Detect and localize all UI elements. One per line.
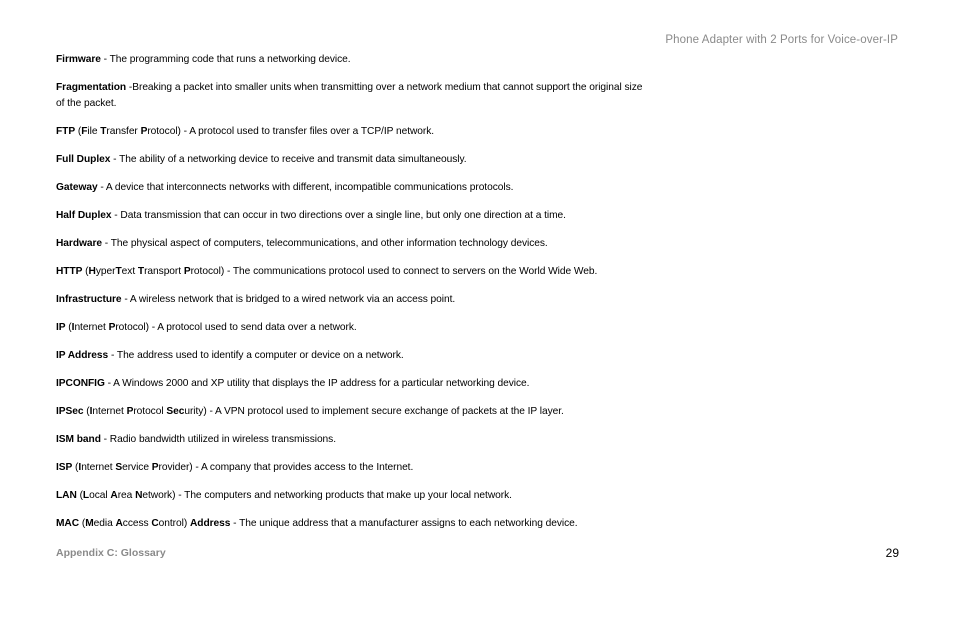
glossary-term-bold: C bbox=[151, 518, 159, 529]
glossary-text: rotocol) - A protocol used to transfer files over a TCP/IP network. bbox=[147, 126, 435, 137]
footer-section-title: Appendix C: Glossary bbox=[56, 547, 166, 559]
glossary-entry bbox=[56, 348, 646, 364]
glossary-text: ( bbox=[82, 266, 89, 277]
glossary-term-bold: Sec bbox=[166, 406, 185, 417]
glossary-text: - A wireless network that is bridged to a wired network via an access point. bbox=[121, 294, 456, 305]
glossary-text: ocal bbox=[89, 490, 111, 501]
glossary-entry bbox=[56, 460, 646, 476]
glossary-term-bold: H bbox=[88, 266, 96, 277]
glossary-text: ext bbox=[121, 266, 138, 277]
glossary-text: ( bbox=[65, 322, 72, 333]
glossary-term-bold: Firmware bbox=[56, 54, 101, 65]
glossary-entry bbox=[56, 292, 646, 308]
glossary-entry bbox=[56, 236, 646, 252]
glossary-term-bold: T bbox=[115, 266, 122, 277]
glossary-text: ( bbox=[83, 406, 90, 417]
glossary-term-bold: MAC bbox=[56, 518, 80, 529]
glossary-term-bold: Fragmentation bbox=[56, 82, 127, 93]
glossary-text: ransfer bbox=[106, 126, 141, 137]
glossary-text: rotocol bbox=[133, 406, 167, 417]
glossary-entry bbox=[56, 488, 646, 504]
glossary-text: rea bbox=[117, 490, 136, 501]
glossary-text: ( bbox=[79, 518, 86, 529]
document-header-title: Phone Adapter with 2 Ports for Voice-over-IP bbox=[665, 34, 898, 46]
glossary-entry bbox=[56, 52, 646, 68]
glossary-term-bold: A bbox=[115, 518, 123, 529]
glossary-term-bold: T bbox=[137, 266, 145, 277]
glossary-text: - The address used to identify a computer or device on a network. bbox=[108, 350, 404, 361]
glossary-term-bold: Gateway bbox=[56, 182, 98, 193]
glossary-entry bbox=[56, 152, 646, 168]
glossary-entry bbox=[56, 432, 646, 448]
glossary-text: urity) - A VPN protocol used to implement secure exchange of packets at the IP layer. bbox=[184, 406, 564, 417]
glossary-term-bold: ISM band bbox=[56, 434, 101, 445]
glossary-entry bbox=[56, 516, 646, 532]
glossary-text: nternet bbox=[81, 462, 116, 473]
glossary-text: - The ability of a networking device to receive and transmit data simultaneously. bbox=[110, 154, 467, 165]
glossary-term-bold: I bbox=[71, 322, 75, 333]
glossary-text: ( bbox=[76, 490, 83, 501]
glossary-term-bold: L bbox=[82, 490, 90, 501]
glossary-text: -Breaking a packet into smaller units when transmitting over a network medium that cannot support the original size of the packet. bbox=[56, 82, 643, 109]
glossary-text: nternet bbox=[74, 322, 109, 333]
page-number: 29 bbox=[885, 546, 899, 560]
glossary-term-bold: T bbox=[100, 126, 107, 137]
glossary-entry bbox=[56, 80, 646, 112]
glossary-term-bold: P bbox=[183, 266, 191, 277]
glossary-term-bold: I bbox=[89, 406, 93, 417]
glossary-term-bold: FTP bbox=[56, 126, 76, 137]
glossary-term-bold: HTTP bbox=[56, 266, 83, 277]
glossary-entry bbox=[56, 124, 646, 140]
glossary-term-bold: P bbox=[151, 462, 159, 473]
glossary-entry bbox=[56, 180, 646, 196]
glossary-text: - A Windows 2000 and XP utility that displays the IP address for a particular networking device. bbox=[104, 378, 530, 389]
glossary-entry bbox=[56, 404, 646, 420]
glossary-text: ile bbox=[87, 126, 101, 137]
glossary-term-bold: F bbox=[81, 126, 88, 137]
glossary-term-bold: M bbox=[85, 518, 94, 529]
glossary-term-bold: Infrastructure bbox=[56, 294, 122, 305]
glossary-term-bold: Address bbox=[189, 518, 231, 529]
glossary-text: ccess bbox=[122, 518, 152, 529]
glossary-text: ervice bbox=[122, 462, 152, 473]
glossary-term-bold: S bbox=[115, 462, 123, 473]
glossary-text: rotocol) - A protocol used to send data over a network. bbox=[115, 322, 357, 333]
glossary-text: rovider) - A company that provides access to the Internet. bbox=[158, 462, 414, 473]
glossary-text: ( bbox=[75, 126, 82, 137]
glossary-text: edia bbox=[93, 518, 116, 529]
glossary-term-bold: IP bbox=[56, 322, 66, 333]
glossary-list bbox=[56, 52, 646, 544]
glossary-term-bold: Half Duplex bbox=[56, 210, 112, 221]
glossary-text: yper bbox=[95, 266, 116, 277]
glossary-text: ontrol) bbox=[158, 518, 190, 529]
glossary-text: rotocol) - The communications protocol used to connect to servers on the World Wide Web. bbox=[190, 266, 598, 277]
glossary-term-bold: I bbox=[78, 462, 82, 473]
glossary-entry bbox=[56, 376, 646, 392]
glossary-text: ransport bbox=[144, 266, 184, 277]
glossary-term-bold: IPSec bbox=[56, 406, 84, 417]
glossary-entry bbox=[56, 208, 646, 224]
glossary-term-bold: IPCONFIG bbox=[56, 378, 105, 389]
glossary-text: ( bbox=[72, 462, 79, 473]
glossary-text: - The unique address that a manufacturer assigns to each networking device. bbox=[230, 518, 578, 529]
glossary-term-bold: LAN bbox=[56, 490, 77, 501]
glossary-entry bbox=[56, 320, 646, 336]
glossary-text: - Radio bandwidth utilized in wireless transmissions. bbox=[100, 434, 337, 445]
glossary-term-bold: Hardware bbox=[56, 238, 103, 249]
glossary-term-bold: Full Duplex bbox=[56, 154, 111, 165]
glossary-term-bold: P bbox=[126, 406, 134, 417]
glossary-text: - The physical aspect of computers, telecommunications, and other information technology devices. bbox=[102, 238, 548, 249]
glossary-text: - Data transmission that can occur in two directions over a single line, but only one direction at a time. bbox=[111, 210, 566, 221]
glossary-entry bbox=[56, 264, 646, 280]
glossary-text: nternet bbox=[92, 406, 127, 417]
glossary-text: - A device that interconnects networks with different, incompatible communications protocols. bbox=[97, 182, 514, 193]
glossary-term-bold: P bbox=[108, 322, 116, 333]
glossary-term-bold: IP Address bbox=[56, 350, 109, 361]
glossary-term-bold: ISP bbox=[56, 462, 73, 473]
glossary-text: - The programming code that runs a networking device. bbox=[100, 54, 351, 65]
glossary-term-bold: A bbox=[110, 490, 118, 501]
glossary-text: etwork) - The computers and networking products that make up your local network. bbox=[142, 490, 512, 501]
glossary-term-bold: P bbox=[140, 126, 148, 137]
glossary-term-bold: N bbox=[135, 490, 143, 501]
